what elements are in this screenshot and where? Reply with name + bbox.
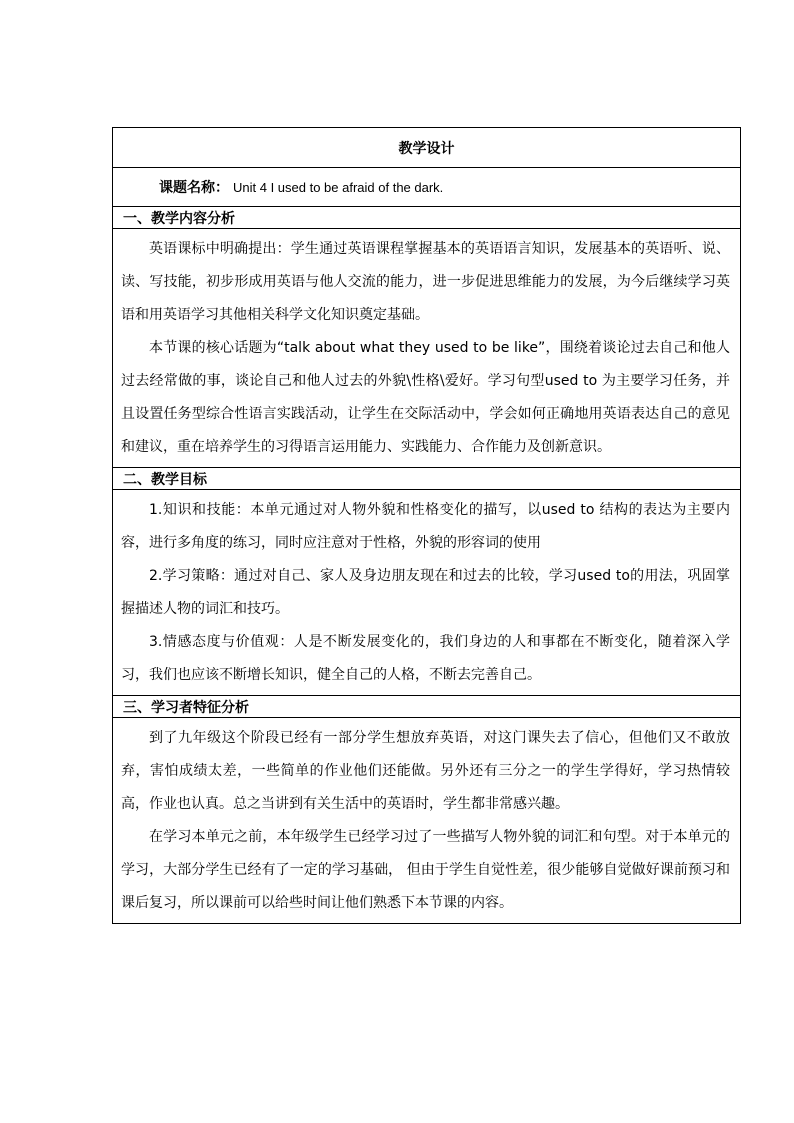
paragraph: 本节课的核心话题为“talk about what they used to be like”，围绕着谈论过去自己和他人过去经常做的事，谈论自己和他人过去的外貌\性格\爱好。学习句型used to 为主要学习任务，并且设置任务型综合性语言实践活动，让学生在交际活动中，学会如何正确地用英语表达自己的意见和建议，重在培养学生的习得语言运用能力、实践能力、合作能力及创新意识。 — [121, 340, 730, 455]
paragraph: 到了九年级这个阶段已经有一部分学生想放弃英语，对这门课失去了信心，但他们又不敢放弃，害怕成绩太差，一些简单的作业他们还能做。另外还有三分之一的学生学得好，学习热情较高，作业也认真。总之当讲到有关生活中的英语时，学生都非常感兴趣。 — [121, 730, 730, 812]
paragraph: 1.知识和技能：本单元通过对人物外貌和性格变化的描写，以used to 结构的表达为主要内容，进行多角度的练习，同时应注意对于性格，外貌的形容词的使用 — [121, 502, 730, 551]
course-value: Unit 4 I used to be afraid of the dark. — [233, 179, 444, 195]
course-row — [113, 168, 740, 207]
section-body-teaching-goals — [113, 490, 740, 696]
section-body-learner-analysis — [113, 718, 740, 923]
lesson-design-table — [112, 127, 741, 924]
section-body-content-analysis — [113, 229, 740, 468]
section-heading-learner-analysis: 三、学习者特征分析 — [113, 696, 740, 718]
section-heading-content-analysis: 一、教学内容分析 — [113, 207, 740, 229]
paragraph: 2.学习策略：通过对自己、家人及身边朋友现在和过去的比较，学习used to的用法，巩固掌握描述人物的词汇和技巧。 — [121, 568, 730, 617]
paragraph: 3.情感态度与价值观：人是不断发展变化的，我们身边的人和事都在不断变化，随着深入学习，我们也应该不断增长知识，健全自己的人格，不断去完善自己。 — [121, 634, 730, 683]
course-label: 课题名称： — [159, 180, 229, 196]
paragraph: 英语课标中明确提出：学生通过英语课程掌握基本的英语语言知识，发展基本的英语听、说、读、写技能，初步形成用英语与他人交流的能力，进一步促进思维能力的发展，为今后继续学习英语和用英语学习其他相关科学文化知识奠定基础。 — [121, 241, 730, 323]
table-title: 教学设计 — [113, 128, 740, 168]
paragraph: 在学习本单元之前，本年级学生已经学习过了一些描写人物外貌的词汇和句型。对于本单元的学习，大部分学生已经有了一定的学习基础， 但由于学生自觉性差，很少能够自觉做好课前预习和课后复习，所以课前可以给些时间让他们熟悉下本节课的内容。 — [121, 829, 730, 911]
section-heading-teaching-goals: 二、教学目标 — [113, 468, 740, 490]
